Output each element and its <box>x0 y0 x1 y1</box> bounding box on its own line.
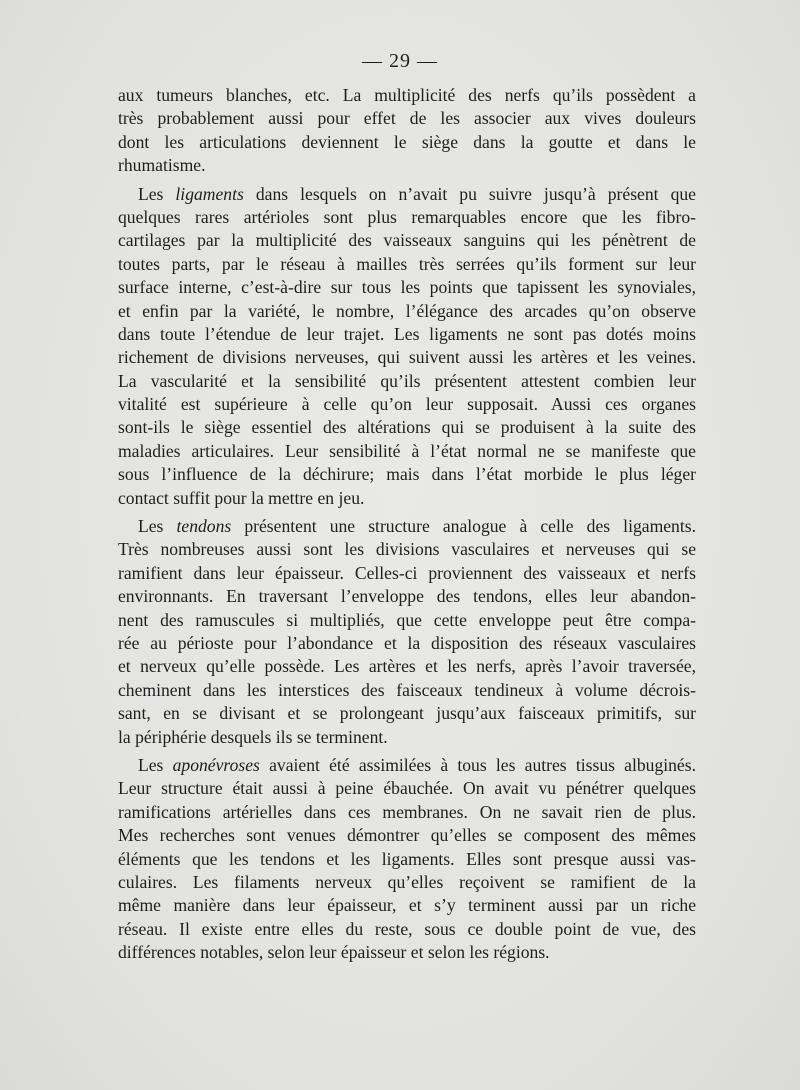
text-line: rhumatisme. <box>118 155 206 176</box>
text-line: contact suffit pour la mettre en jeu. <box>118 487 365 508</box>
text-line: nent des ramuscules si multipliés, que cette enveloppe peut être compa- <box>118 609 696 630</box>
text-line: environnants. En traversant l’enveloppe des tendons, elles leur abandon- <box>118 586 696 607</box>
text-line: culaires. Les filaments nerveux qu’elles reçoivent se ramifient de la <box>118 871 696 892</box>
text-line: Leur structure était aussi à peine ébauchée. On avait vu pénétrer quelques <box>118 778 696 799</box>
text-line: ramifications artérielles dans ces membranes. On ne savait rien de plus. <box>118 801 696 822</box>
page-number: — 29 — <box>362 50 438 72</box>
text-line: et nerveux qu’elle possède. Les artères et les nerfs, après l’avoir traversée, <box>118 656 696 677</box>
text-line: sont-ils le siège essentiel des altérations qui se produisent à la suite des <box>118 417 696 438</box>
text-line: aux tumeurs blanches, etc. La multiplicité des nerfs qu’ils possèdent a <box>118 85 696 105</box>
text-line: richement de divisions nerveuses, qui suivent aussi les artères et les veines. <box>118 347 696 368</box>
text-line: ramifient dans leur épaisseur. Celles-ci proviennent des vaisseaux et nerfs <box>118 562 696 583</box>
italic-term: tendons <box>176 516 232 537</box>
paragraph-1 <box>118 84 696 178</box>
text-line: Les aponévroses avaient été assimilées à tous les autres tissus albuginés. <box>138 754 696 775</box>
text-line: dont les articulations deviennent le siège dans la goutte et dans le <box>118 131 696 152</box>
text-line: rée au périoste pour l’abondance et la disposition des réseaux vasculaires <box>118 632 696 653</box>
text-line: Les tendons présentent une structure analogue à celle des ligaments. <box>138 516 696 537</box>
text-line: Très nombreuses aussi sont les divisions vasculaires et nerveuses qui se <box>118 539 696 560</box>
body-text <box>118 84 696 969</box>
italic-term: ligaments <box>175 183 244 204</box>
text-line: éléments que les tendons et les ligaments. Elles sont presque aussi vas- <box>118 848 696 869</box>
text-line: maladies articulaires. Leur sensibilité à l’état normal ne se manifeste que <box>118 440 696 461</box>
text-line: dans toute l’étendue de leur trajet. Les ligaments ne sont pas dotés moins <box>118 323 696 344</box>
paragraph-aponevroses <box>118 754 696 965</box>
text-line: cartilages par la multiplicité des vaisseaux sanguins qui les pénètrent de <box>118 230 696 251</box>
paragraph-tendons <box>118 515 696 749</box>
text-line: différences notables, selon leur épaisseur et selon les régions. <box>118 942 550 963</box>
text-line: Les ligaments dans lesquels on n’avait pu suivre jusqu’à présent que <box>138 183 696 204</box>
text-line: surface interne, c’est-à-dire sur tous les points que tapissent les synoviales, <box>118 277 696 298</box>
text-line: et enfin par la variété, le nombre, l’élégance des arcades qu’on observe <box>118 300 696 321</box>
paragraph-ligaments <box>118 183 696 510</box>
italic-term: aponévroses <box>172 754 260 775</box>
text-line: La vascularité et la sensibilité qu’ils présentent attestent combien leur <box>118 370 696 391</box>
text-line: réseau. Il existe entre elles du reste, sous ce double point de vue, des <box>118 918 696 939</box>
text-line: même manière dans leur épaisseur, et s’y terminent aussi par un riche <box>118 895 696 916</box>
text-line: très probablement aussi pour effet de les associer aux vives douleurs <box>118 108 696 129</box>
text-line: vitalité est supérieure à celle qu’on leur supposait. Aussi ces organes <box>118 394 696 415</box>
text-line: la périphérie desquels ils se terminent. <box>118 726 388 747</box>
text-line: quelques rares artérioles sont plus remarquables encore que les fibro- <box>118 206 696 227</box>
text-line: sant, en se divisant et se prolongeant jusqu’aux faisceaux primitifs, sur <box>118 703 696 724</box>
text-line: cheminent dans les interstices des faisceaux tendineux à volume décrois- <box>118 679 696 700</box>
text-line: toutes parts, par le réseau à mailles très serrées qu’ils forment sur leur <box>118 253 696 274</box>
text-line: sous l’influence de la déchirure; mais dans l’état morbide le plus léger <box>118 464 696 485</box>
text-line: Mes recherches sont venues démontrer qu’elles se composent des mêmes <box>118 825 696 846</box>
